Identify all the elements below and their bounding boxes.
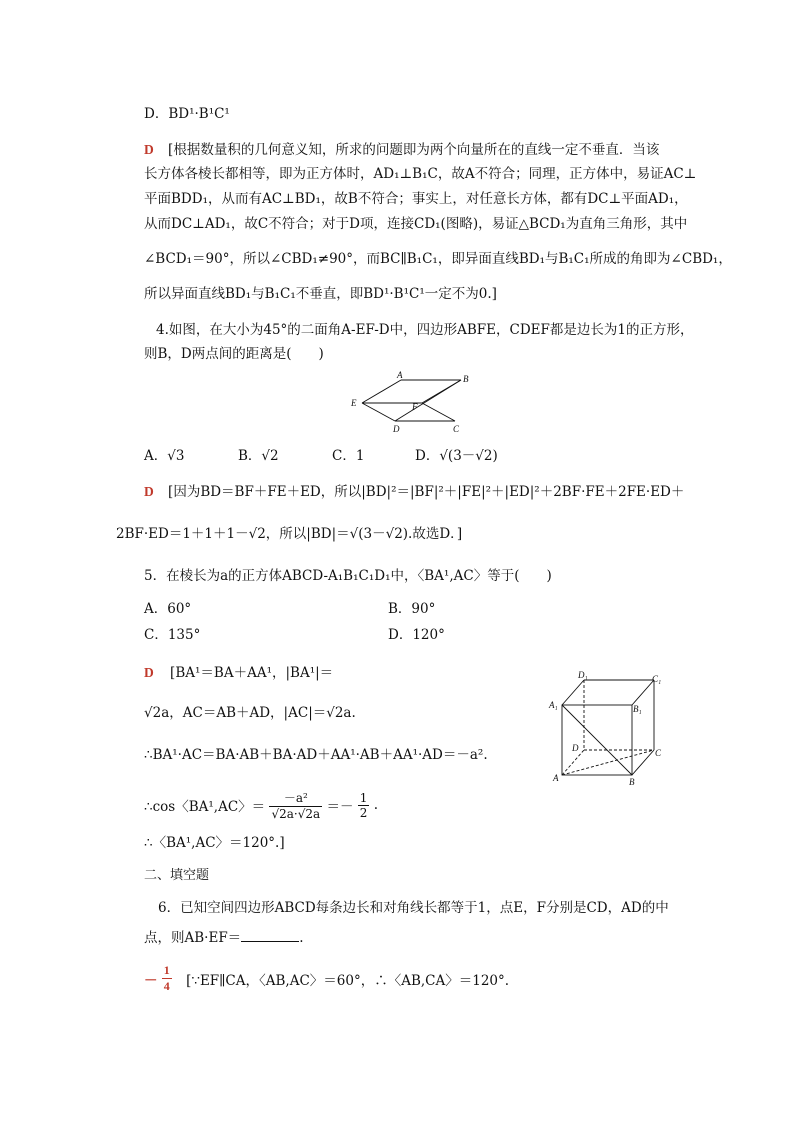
label-a: A [397,370,403,380]
q5-stem: 5．在棱长为a的正方体ABCD-A₁B₁C₁D₁中，〈BA¹,AC〉等于( ) [144,568,552,584]
q5-solution-line5: ∴〈BA¹,AC〉＝120°.] [144,835,285,851]
q4-option-c: C．1 [332,448,365,464]
q4-option-a: A．√3 [144,448,185,464]
label-b: B [463,374,469,384]
q6-answer-sign: － [144,972,158,988]
q4-solution-line2: 2BF·ED＝1＋1＋1－√2，所以|BD|＝√(3－√2).故选D．] [116,526,463,542]
section-heading-fill-in: 二、填空题 [144,868,210,883]
label-a: A [553,773,559,783]
q3-option-d: D．BD¹·B¹C¹ [144,106,230,122]
half-fraction-numerator: 1 [359,790,368,805]
q3-explanation-line6: 所以异面直线BD₁与B₁C₁不垂直，即BD¹·B¹C¹一定不为0.] [144,286,497,302]
q3-text: [根据数量积的几何意义知，所求的问题即为两个向量所在的直线一定不垂直．当该 [168,142,660,158]
half-fraction-denominator: 2 [359,805,368,820]
q6-stem-line2 [144,928,303,948]
q4-solution-text: [因为BD＝BF＋FE＋ED，所以|BD|²＝|BF|²＋|FE|²＋|ED|²＋2BF·FE＋2FE·ED＋ [168,484,685,500]
q6-solution-line [144,963,509,994]
cos-fraction-numerator: －a² [269,789,322,807]
dihedral-figure [345,368,475,440]
q3-explanation-line3: 平面BDD₁，从而有AC⊥BD₁，故B不符合；事实上，对任意长方体，都有DC⊥平面AD₁， [144,191,688,207]
cube-figure [540,668,670,786]
cos-fraction [269,789,322,821]
q3-explanation-line4: 从而DC⊥AD₁，故C不符合；对于D项，连接CD₁(图略)，易证△BCD₁为直角三角形，其中 [144,216,688,232]
q5-option-d: D．120° [388,627,445,643]
q5-option-a: A．60° [144,601,192,617]
q4-option-d: D．√(3－√2) [415,448,498,464]
q3-explanation-line1 [144,140,659,160]
q4-stem-line1: 4.如图，在大小为45°的二面角A-EF-D中，四边形ABFE，CDEF都是边长为1的正方形， [156,322,694,338]
label-d1: D₁ [578,670,588,680]
cos-fraction-denominator: √2a·√2a [271,807,321,821]
q5-answer: D [144,665,154,680]
q5-solution-line3: ∴BA¹·AC＝BA·AB＋BA·AD＋AA¹·AB＋AA¹·AD＝－a². [144,747,488,763]
q6-stem-line1: 6．已知空间四边形ABCD每条边长和对角线长都等于1，点E，F分别是CD，AD的中 [158,900,669,916]
label-e: E [351,398,357,408]
q4-option-b: B．√2 [238,448,279,464]
q6-answer-numerator: 1 [163,963,170,977]
q6-stem-end: . [299,930,304,946]
q4-solution-line1 [144,482,684,502]
label-d: D [572,743,579,753]
q4-answer: D [144,484,154,499]
q5-solution-text1: [BA¹＝BA＋AA¹，|BA¹|＝ [170,665,334,681]
q6-answer-denominator: 4 [163,979,170,993]
q5-option-b: B．90° [388,601,436,617]
q5-cos-equals: ＝－ [326,799,354,815]
q5-option-c: C．135° [144,627,201,643]
answer-blank [241,929,299,942]
q3-explanation-line5: ∠BCD₁＝90°，所以∠CBD₁≠90°，而BC∥B₁C₁，即异面直线BD₁与B₁C₁所成的角即为∠CBD₁， [144,251,732,267]
q3-answer: D [144,142,154,157]
q6-stem-text: 点，则AB·EF＝ [144,930,242,946]
label-c1: C₁ [652,674,662,684]
q5-cos-prefix: ∴cos〈BA¹,AC〉＝ [144,799,266,815]
q3-explanation-line2: 长方体各棱长都相等，即为正方体时，AD₁⊥B₁C，故A不符合；同理，正方体中，易证AC⊥ [144,166,697,182]
label-c: C [655,748,662,758]
q4-stem-line2: 则B，D两点间的距离是( ) [144,346,324,362]
half-fraction-tail: . [373,797,378,813]
label-a1: A₁ [549,700,558,710]
q5-solution-line2: √2a，AC＝AB＋AD，|AC|＝√2a. [144,705,356,721]
label-b1: B₁ [633,704,642,714]
q5-solution-line1 [144,663,333,683]
label-d: D [393,424,400,434]
half-fraction [358,791,370,820]
label-c: C [453,424,460,434]
label-f: F [412,402,418,412]
q5-solution-line4 [144,789,378,821]
q6-solution-text: [∵EF∥CA，〈AB,AC〉＝60°，∴〈AB,CA〉＝120°. [186,972,510,989]
q6-answer-fraction [162,963,172,994]
label-b: B [629,777,635,786]
